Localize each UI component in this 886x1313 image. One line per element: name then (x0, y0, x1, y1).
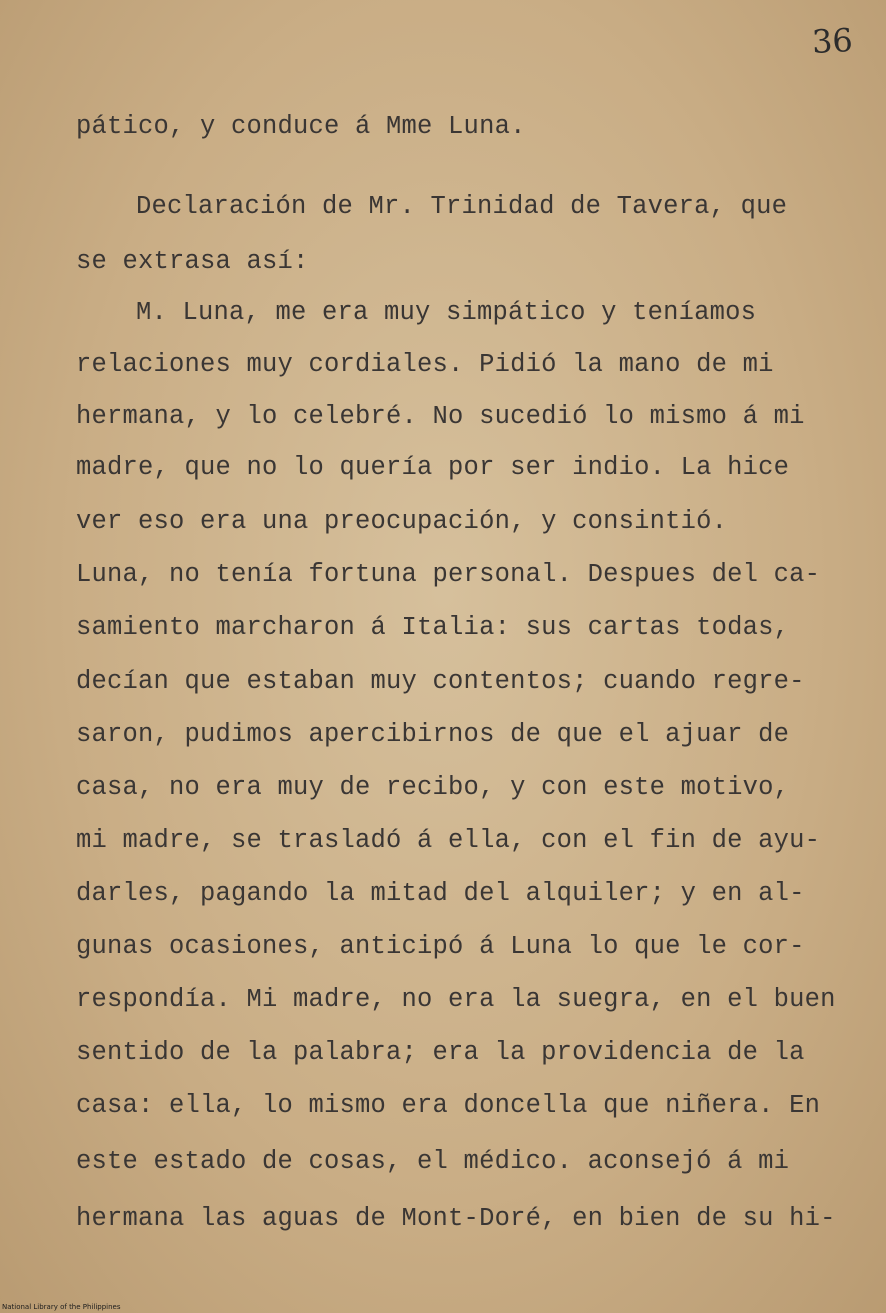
text-line: pático, y conduce á Mme Luna. (76, 112, 526, 141)
text-line: respondía. Mi madre, no era la suegra, en el buen (76, 985, 836, 1014)
footer-credit: National Library of the Philippines (2, 1303, 121, 1311)
text-line: casa: ella, lo mismo era doncella que niñera. En (76, 1091, 821, 1120)
text-line: Luna, no tenía fortuna personal. Despues del ca- (76, 560, 821, 589)
text-line: saron, pudimos apercibirnos de que el ajuar de (76, 720, 790, 749)
text-line: darles, pagando la mitad del alquiler; y en al- (76, 879, 805, 908)
page-number: 36 (811, 20, 854, 62)
text-line: se extrasa así: (76, 247, 309, 276)
text-line: relaciones muy cordiales. Pidió la mano de mi (76, 350, 774, 379)
text-line: samiento marcharon á Italia: sus cartas todas, (76, 613, 790, 642)
text-line: casa, no era muy de recibo, y con este motivo, (76, 773, 790, 802)
text-line: decían que estaban muy contentos; cuando regre- (76, 667, 805, 696)
text-line: M. Luna, me era muy simpático y teníamos (136, 298, 757, 327)
text-line: ver eso era una preocupación, y consintió. (76, 507, 728, 536)
text-line: hermana, y lo celebré. No sucedió lo mismo á mi (76, 402, 805, 431)
text-line: hermana las aguas de Mont-Doré, en bien de su hi- (76, 1204, 836, 1233)
text-line: madre, que no lo quería por ser indio. La hice (76, 453, 790, 482)
text-line: sentido de la palabra; era la providencia de la (76, 1038, 805, 1067)
text-line: gunas ocasiones, anticipó á Luna lo que le cor- (76, 932, 805, 961)
text-line: este estado de cosas, el médico. aconsejó á mi (76, 1147, 790, 1176)
text-line: mi madre, se trasladó á ella, con el fin de ayu- (76, 826, 821, 855)
text-line: Declaración de Mr. Trinidad de Tavera, que (136, 192, 788, 221)
